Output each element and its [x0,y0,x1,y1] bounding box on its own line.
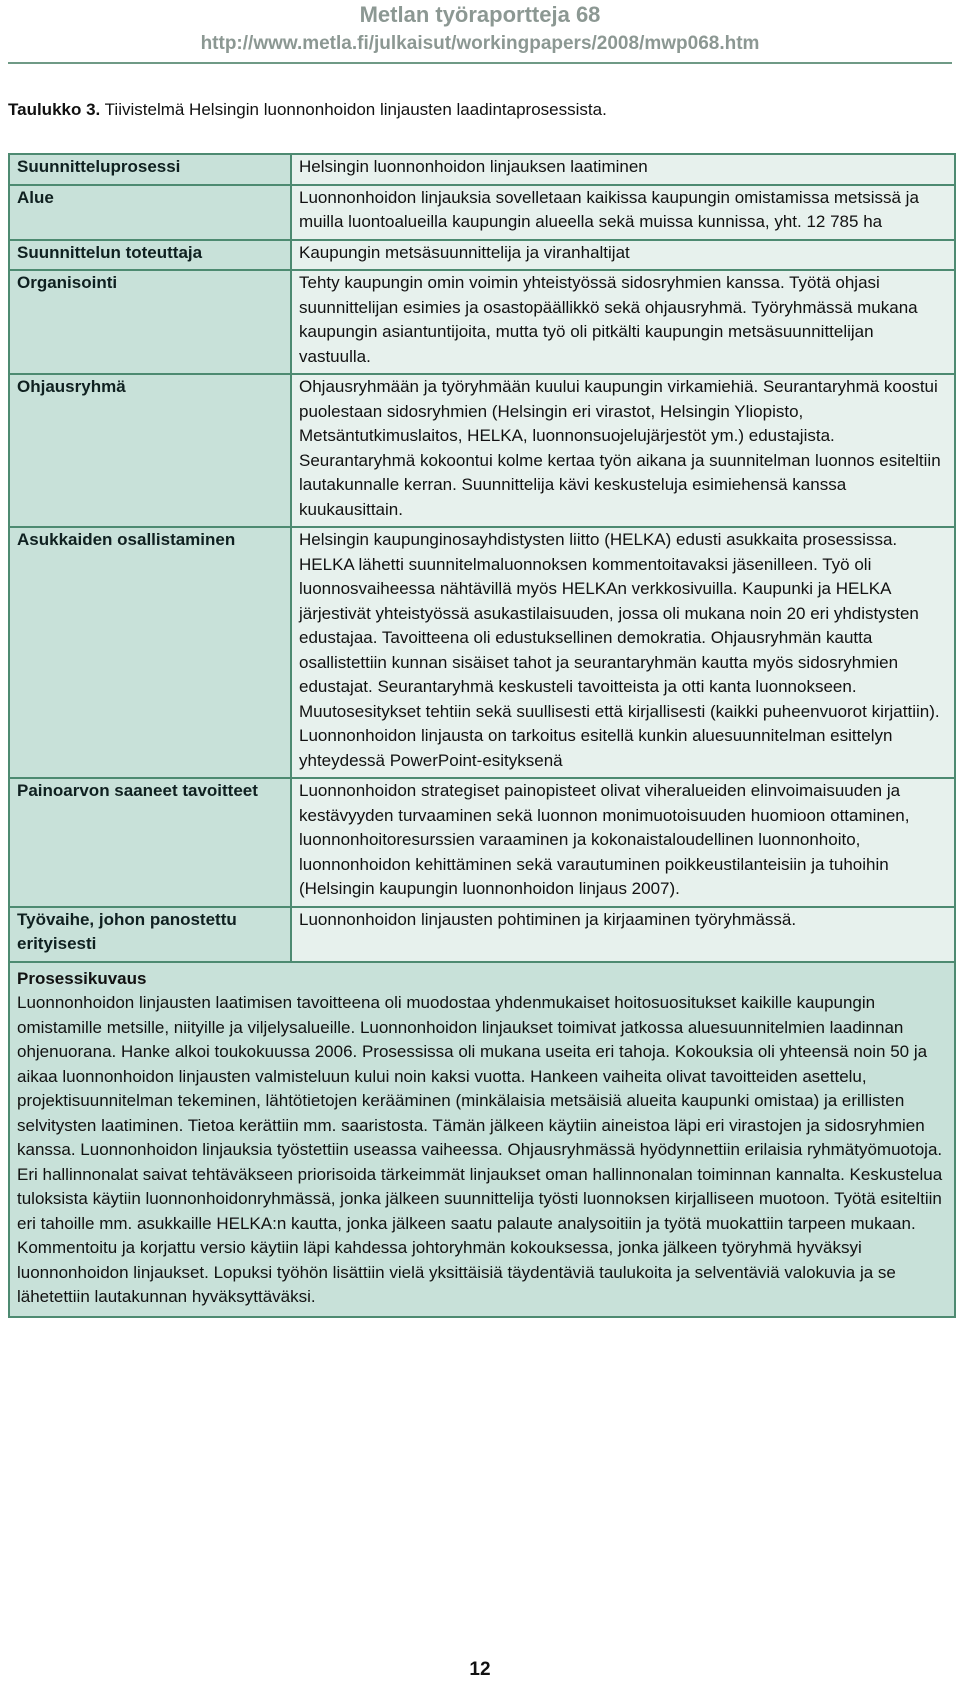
page-header [0,0,960,56]
series-title: Metlan työraportteja 68 [359,2,601,27]
table-caption-label: Taulukko 3. [8,100,101,119]
header-divider [8,62,952,64]
table-row [9,240,955,271]
process-description: Luonnonhoidon linjausten laatimisen tavoitteena oli muodostaa yhdenmukaiset hoitosuositukset kaikille kaupungin omistamille metsille, niityille ja viljelysalueille. Luonnonhoidon linjaukset toimivat jatkossa aluesuunnitelmien laadinnan ohjenuorana. Hanke alkoi toukokuussa 2006. Prosessissa oli mukana useita eri tahoja. Kokouksia oli yhteensä noin 50 ja aikaa luonnonhoidon linjausten valmisteluun kului noin kaksi vuotta. Hankeen vaiheita olivat tavoitteiden asettelu, projektisuunnitelman tekeminen, lähtötietojen kerääminen (minkälaisia metsäisiä alueita kaupunki omistaa) ja erillisten selvitysten laatiminen. Tietoa kerättiin mm. saaristosta. Tämän jälkeen käytiin aineistoa läpi eri virastojen ja sidosryhmien kanssa. Luonnonhoidon linjauksia työstettiin useassa vaiheessa. Ohjausryhmässä hyödynnettiin erilaisia ryhmätyömuotoja. Eri hallinnonalat saivat tehtäväkseen priorisoida tärkeimmät linjaukset oman hallinnonalan toiminnan kannalta. Keskustelua tuloksista käytiin luonnonhoidonryhmässä, jonka jälkeen suunnittelija työsti luonnoksen kirjalliseen muotoon. Työtä esiteltiin eri tahoille mm. asukkaille HELKA:n kautta, jonka jälkeen saatu palaute analysoitiin ja työtä muokattiin tarpeen mukaan. Kommentoitu ja korjattu versio käytiin läpi kahdessa johtoryhmän kokouksessa, jonka jälkeen työryhmä hyväksyi luonnonhoidon linjaukset. Lopuksi työhön lisättiin vielä yksittäisiä täydentäviä taulukoita ja selventäviä valokuvia ja se lähetettiin lautakunnan hyväksyttäväksi. [17,993,943,1306]
table-row [9,374,955,527]
row-value: Kaupungin metsäsuunnittelija ja viranhaltijat [291,240,955,271]
row-value: Luonnonhoidon linjauksia sovelletaan kaikissa kaupungin omistamissa metsissä ja muilla luontoalueilla kaupungin alueella sekä muissa kunnissa, yht. 12 785 ha [291,185,955,240]
row-value: Helsingin luonnonhoidon linjauksen laatiminen [291,154,955,185]
row-label: Alue [9,185,291,240]
table-row [9,154,955,185]
row-label: Suunnittelun toteuttaja [9,240,291,271]
summary-table [8,153,956,1318]
table-row [9,270,955,374]
table-caption [8,99,607,121]
table-row [9,185,955,240]
row-value: Ohjausryhmään ja työryhmään kuului kaupungin virkamiehiä. Seurantaryhmä koostui puolestaan sidosryhmien (Helsingin eri virastot, Helsingin Yliopisto, Metsäntutkimuslaitos, HELKA, luonnonsuojelujärjestöt ym.) edustajista. Seurantaryhmä kokoontui kolme kertaa työn aikana ja suunnitelman luonnos esiteltiin lautakunnalle kerran. Suunnittelija kävi keskusteluja esimiehensä kanssa kuukausittain. [291,374,955,527]
row-label: Organisointi [9,270,291,374]
process-cell [9,962,955,1317]
row-label: Työvaihe, johon panostettu erityisesti [9,907,291,962]
row-label: Asukkaiden osallistaminen [9,527,291,778]
row-label: Suunnitteluprosessi [9,154,291,185]
row-label: Painoarvon saaneet tavoitteet [9,778,291,907]
table-caption-text: Tiivistelmä Helsingin luonnonhoidon linjausten laadintaprosessista. [100,100,607,119]
row-label: Ohjausryhmä [9,374,291,527]
process-row [9,962,955,1317]
row-value: Luonnonhoidon strategiset painopisteet olivat viheralueiden elinvoimaisuuden ja kestävyyden turvaaminen sekä luonnon monimuotoisuuden huomioon ottaminen, luonnonhoitoresurssien varaaminen ja kokonaistaloudellinen luonnonhoito, luonnonhoidon kehittäminen sekä varautuminen poikkeustilanteisiin ja tuhoihin (Helsingin kaupungin luonnonhoidon linjaus 2007). [291,778,955,907]
table-row [9,527,955,778]
row-value: Helsingin kaupunginosayhdistysten liitto (HELKA) edusti asukkaita prosessissa. HELKA lähetti suunnitelmaluonnoksen kommentoitavaksi jäsenilleen. Työ oli luonnosvaiheessa nähtävillä myös HELKAn verkkosivuilla. Kaupunki ja HELKA järjestivät yhteistyössä asukastilaisuuden, jossa oli mukana noin 20 eri yhdistysten edustajaa. Tavoitteena oli edustuksellinen demokratia. Ohjausryhmän kautta osallistettiin kunnan sisäiset tahot ja seurantaryhmän kautta myös sidosryhmien edustajat. Seurantaryhmä keskusteli tavoitteista ja otti kanta luonnokseen. Muutosesitykset tehtiin sekä suullisesti että kirjallisesti (kaikki puheenvuorot kirjattiin). Luonnonhoidon linjausta on tarkoitus esitellä kunkin aluesuunnitelman esittelyn yhteydessä PowerPoint-esityksenä [291,527,955,778]
process-title: Prosessikuvaus [17,968,147,988]
series-url[interactable]: http://www.metla.fi/julkaisut/workingpapers/2008/mwp068.htm [200,33,760,54]
page-number: 12 [469,1659,491,1680]
table-row [9,778,955,907]
row-value: Tehty kaupungin omin voimin yhteistyössä sidosryhmien kanssa. Työtä ohjasi suunnittelijan esimies ja osastopäällikkö sekä ohjausryhmä. Työryhmässä mukana kaupungin asiantuntijoita, mutta työ oli pitkälti kaupungin metsäsuunnittelijan vastuulla. [291,270,955,374]
row-value: Luonnonhoidon linjausten pohtiminen ja kirjaaminen työryhmässä. [291,907,955,962]
table-row [9,907,955,962]
